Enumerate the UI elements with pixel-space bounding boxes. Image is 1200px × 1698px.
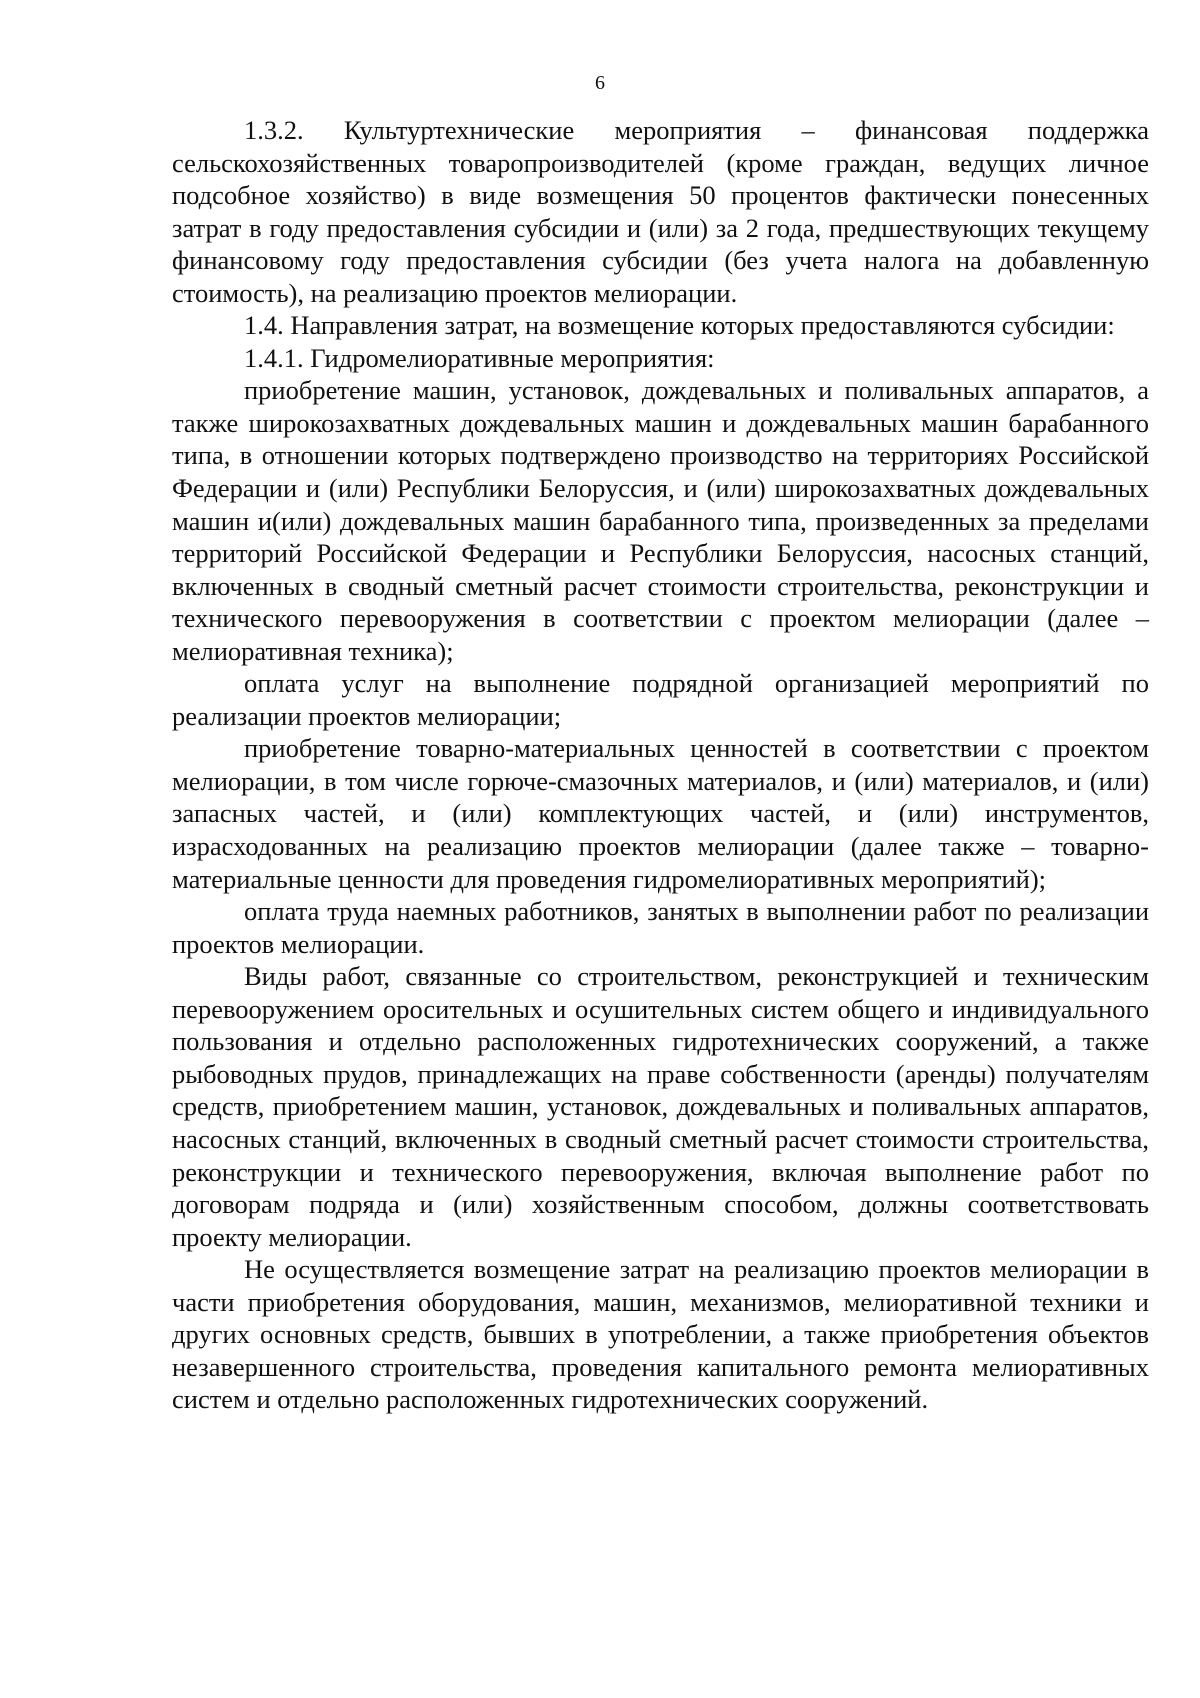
paragraph-machinery-purchase: приобретение машин, установок, дождевальных и поливальных аппаратов, а также широкозахватных дождевальных машин и дождевальных машин барабанного типа, в отношении которых подтверждено производство на территориях Российской Федерации и (или) Республики Белоруссия, и (или) широкозахватных дождевальных машин и(или) дождевальных машин барабанного типа, произведенных за пределами территорий Российской Федерации и Республики Белоруссия, насосных станций, включенных в сводный сметный расчет стоимости строительства, реконструкции и технического перевооружения в соответствии с проектом мелиорации (далее – мелиоративная техника); bbox=[172, 375, 1149, 666]
paragraph-contractor-services: оплата услуг на выполнение подрядной организацией мероприятий по реализации проектов мелиорации; bbox=[172, 668, 1149, 731]
paragraph-1-4-1: 1.4.1. Гидромелиоративные мероприятия: bbox=[244, 342, 715, 373]
paragraph-materials-purchase: приобретение товарно-материальных ценностей в соответствии с проектом мелиорации, в том числе горюче-смазочных материалов, и (или) материалов, и (или) запасных частей, и (или) комплектующих частей, и (или) инструментов, израсходованных на реализацию проектов мелиорации (далее также – товарно-материальные ценности для проведения гидромелиоративных мероприятий); bbox=[172, 733, 1149, 894]
document-body bbox=[172, 114, 1149, 1416]
paragraph-exclusions: Не осуществляется возмещение затрат на реализацию проектов мелиорации в части приобретения оборудования, машин, механизмов, мелиоративной техники и других основных средств, бывших в употреблении, а также приобретения объектов незавершенного строительства, проведения капитального ремонта мелиоративных систем и отдельно расположенных гидротехнических сооружений. bbox=[172, 1254, 1149, 1415]
page-number: 6 bbox=[595, 72, 605, 94]
paragraph-1-3-2: 1.3.2. Культуртехнические мероприятия – финансовая поддержка сельскохозяйственных товаропроизводителей (кроме граждан, ведущих личное подсобное хозяйство) в виде возмещения 50 процентов фактически понесенных затрат в году предоставления субсидии и (или) за 2 года, предшествующих текущему финансовому году предоставления субсидии (без учета налога на добавленную стоимость), на реализацию проектов мелиорации. bbox=[172, 115, 1149, 308]
paragraph-1-4: 1.4. Направления затрат, на возмещение которых предоставляются субсидии: bbox=[244, 310, 1115, 341]
paragraph-work-types: Виды работ, связанные со строительством, реконструкцией и техническим перевооружением оросительных и осушительных систем общего и индивидуального пользования и отдельно расположенных гидротехнических сооружений, а также рыбоводных прудов, принадлежащих на праве собственности (аренды) получателям средств, приобретением машин, установок, дождевальных и поливальных аппаратов, насосных станций, включенных в сводный сметный расчет стоимости строительства, реконструкции и технического перевооружения, включая выполнение работ по договорам подряда и (или) хозяйственным способом, должны соответствовать проекту мелиорации. bbox=[172, 961, 1149, 1252]
paragraph-labor-payment: оплата труда наемных работников, занятых в выполнении работ по реализации проектов мелиорации. bbox=[172, 896, 1149, 959]
